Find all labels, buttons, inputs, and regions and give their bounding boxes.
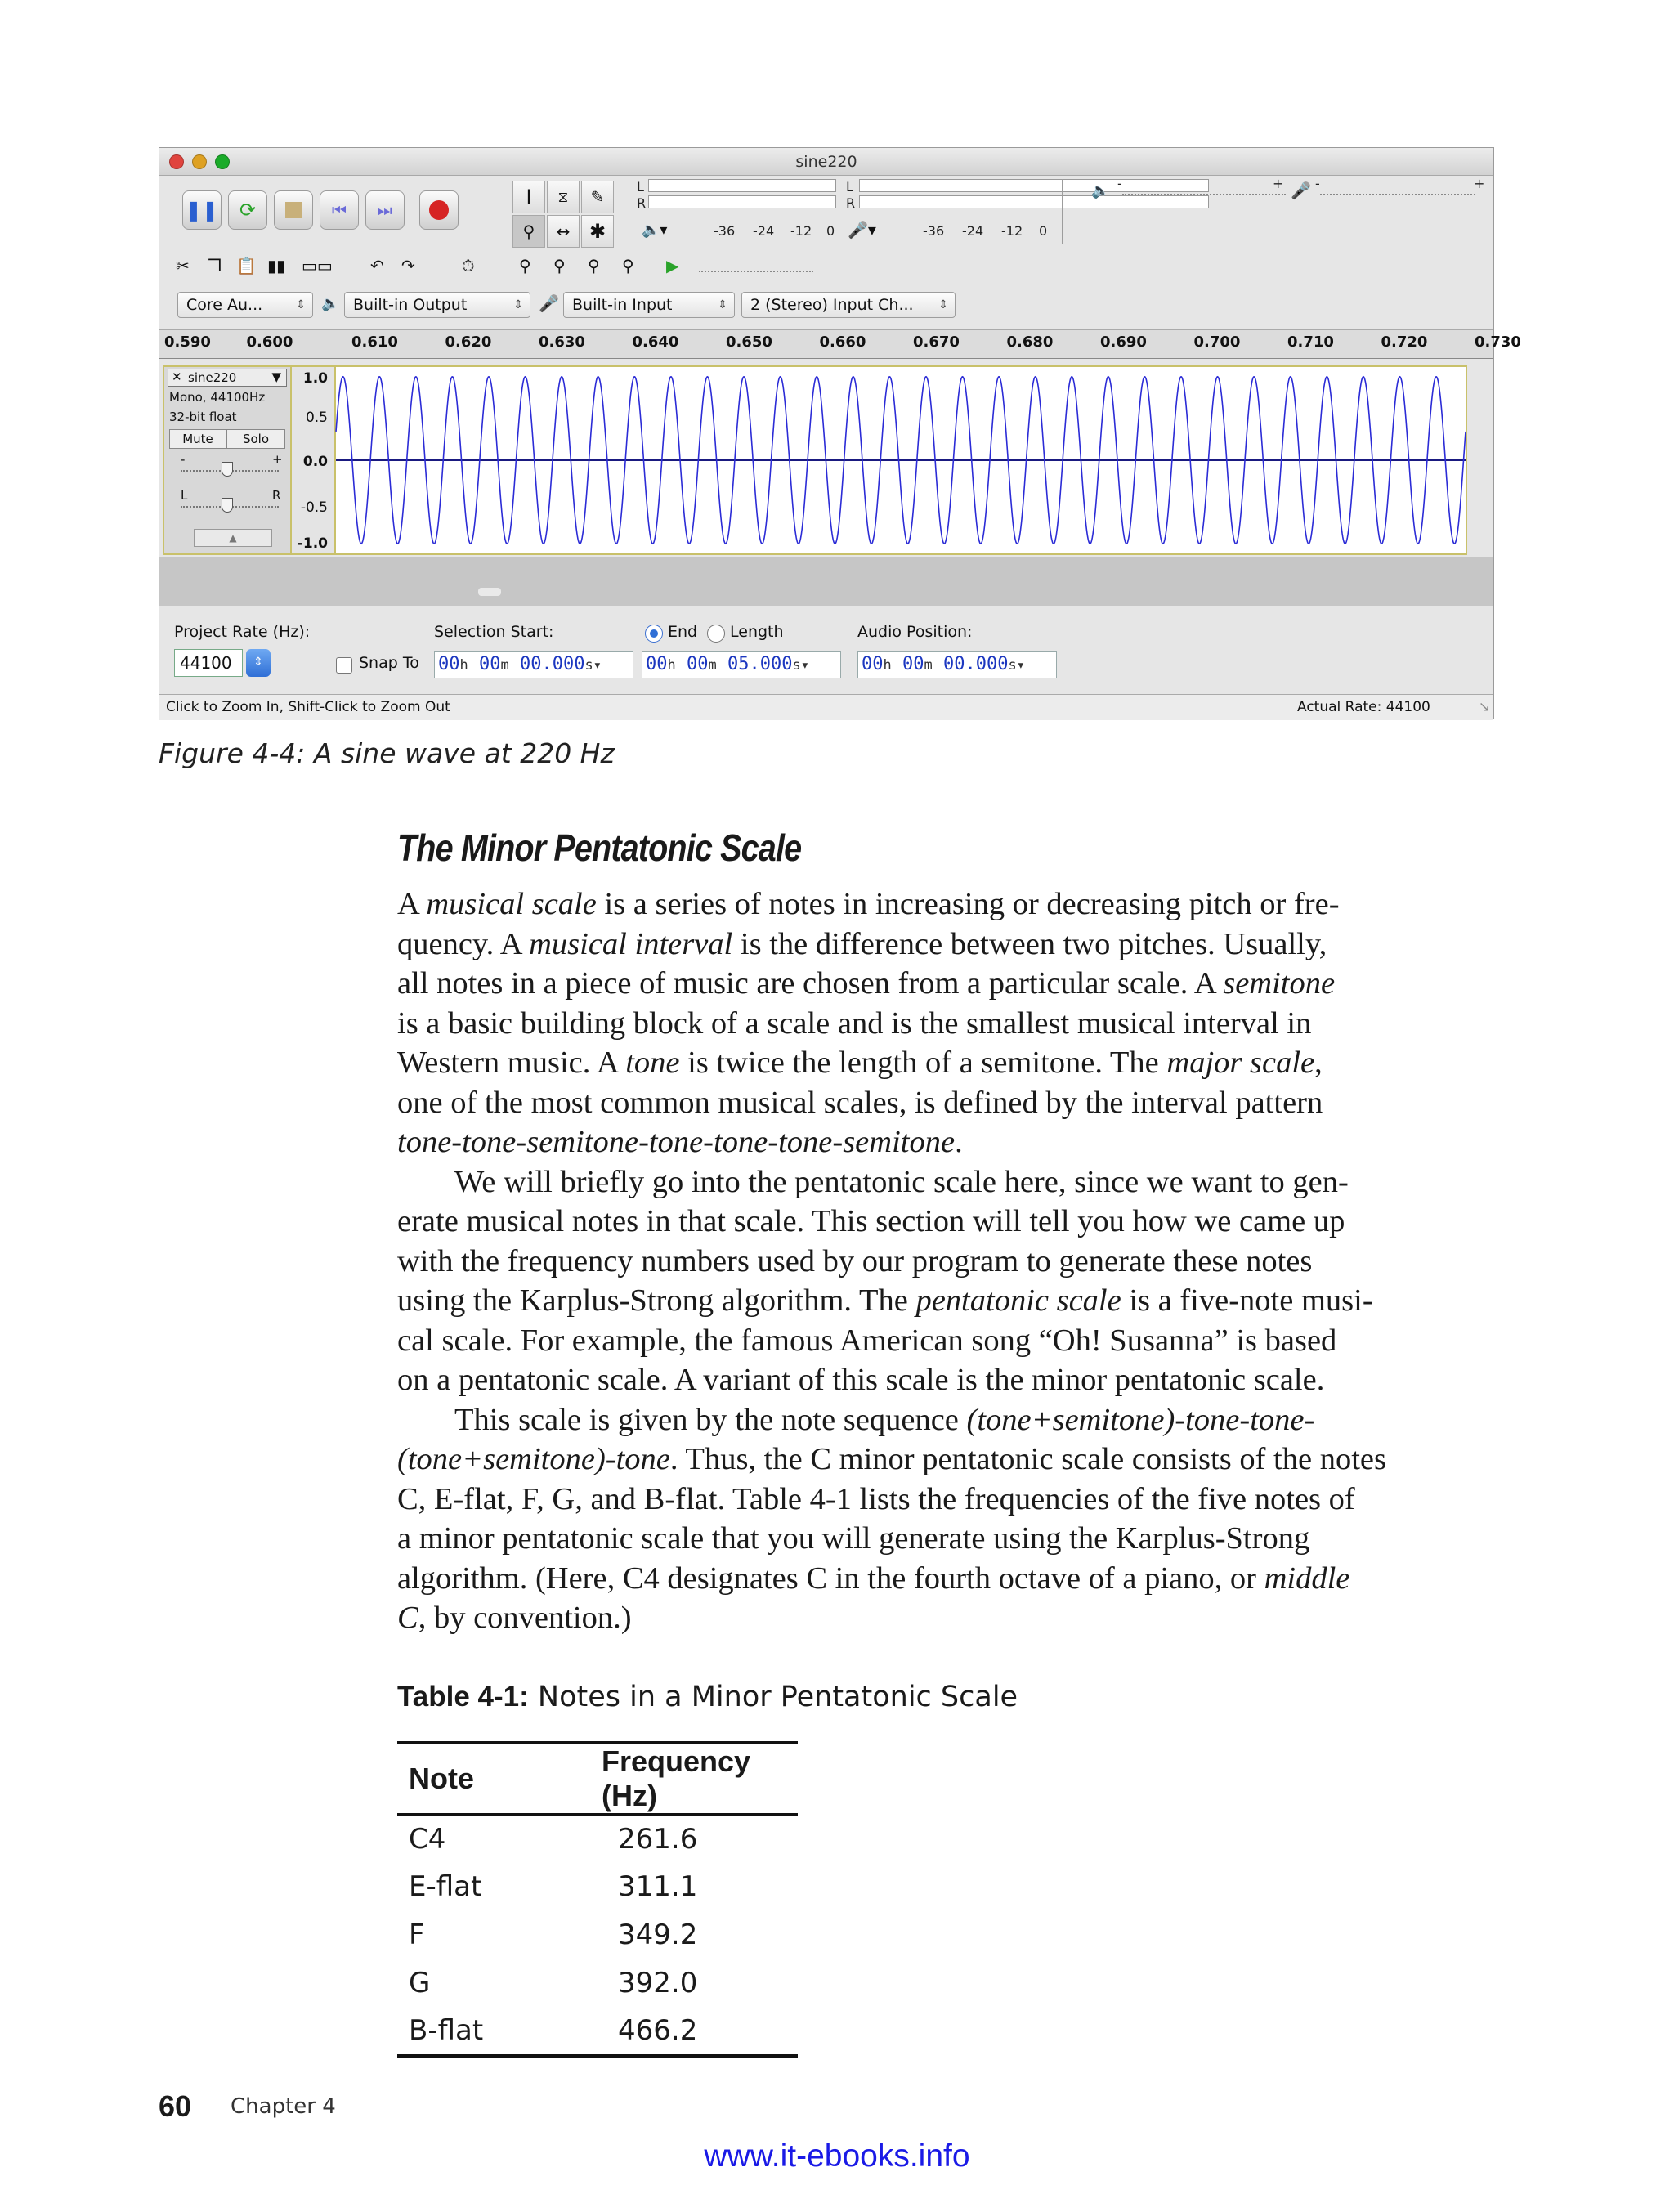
emphasized-term: tone xyxy=(625,1046,680,1080)
copy-icon[interactable]: ❐ xyxy=(207,256,222,275)
text-run: all notes in a piece of music are chosen from a particular scale. A xyxy=(397,966,1224,1001)
text-run: Western music. A xyxy=(397,1046,626,1080)
text-run: algorithm. (Here, C4 designates C in the fourth octave of a piano, or xyxy=(397,1560,1264,1596)
pos-unit-h: h xyxy=(883,657,892,674)
frequency-cell: 466.2 xyxy=(590,2008,798,2056)
text-line xyxy=(397,925,1496,965)
ruler-tick-label: 0.610 xyxy=(351,334,398,351)
table-caption-label: Table 4-1: xyxy=(397,1681,529,1713)
length-radio-label: Length xyxy=(730,623,784,641)
rec-scale-m24: -24 xyxy=(962,223,984,239)
project-rate-input[interactable] xyxy=(174,649,243,677)
chevron-down-icon: ▾ xyxy=(1016,657,1025,674)
fit-project-icon[interactable]: ⚲ xyxy=(622,256,634,275)
pos-seconds: 00.000 xyxy=(943,654,1009,674)
zoom-in-icon[interactable]: ⚲ xyxy=(519,256,531,275)
radio-dot-icon xyxy=(650,629,658,638)
ruler-tick-label: 0.690 xyxy=(1100,334,1147,351)
chevron-updown-icon: ⇕ xyxy=(513,298,523,311)
chevron-down-icon: ▾ xyxy=(593,657,602,674)
text-run: A xyxy=(397,887,427,921)
selection-end-time[interactable] xyxy=(642,651,841,678)
text-line xyxy=(397,1598,1496,1638)
skip-start-icon: ⏮ xyxy=(332,200,347,220)
text-line xyxy=(397,1559,1496,1599)
table-caption-text: Notes in a Minor Pentatonic Scale xyxy=(528,1681,1018,1713)
text-line xyxy=(397,1122,1496,1162)
text-line xyxy=(397,964,1496,1004)
input-volume-slider[interactable] xyxy=(1320,194,1475,195)
play-scale-m36: -36 xyxy=(714,223,736,239)
note-cell: G xyxy=(409,1967,431,1999)
start-unit-h: h xyxy=(459,657,468,674)
play-meter-l-label: L xyxy=(637,179,644,195)
snap-to-label: Snap To xyxy=(359,654,419,672)
text-run: We will briefly go into the pentatonic scale here, since we want to gen- xyxy=(454,1164,1349,1199)
length-radio[interactable] xyxy=(707,625,725,643)
text-run: with the frequency numbers used by our program to generate these notes xyxy=(397,1243,1313,1278)
selection-start-time[interactable] xyxy=(434,651,633,678)
table-row xyxy=(397,1863,798,1911)
output-device-select[interactable] xyxy=(344,292,530,318)
gain-plus-label: + xyxy=(272,452,283,467)
footer-url[interactable]: www.it-ebooks.info xyxy=(704,2138,970,2174)
start-hours: 00 xyxy=(438,654,460,674)
draw-tool[interactable] xyxy=(581,181,614,213)
pencil-icon: ✎ xyxy=(590,187,605,207)
header-note: Note xyxy=(397,1743,590,1815)
project-rate-value: 44100 xyxy=(180,653,232,673)
output-slider-minus: - xyxy=(1117,176,1122,191)
output-slider-plus: + xyxy=(1273,176,1284,191)
track-info-format: 32-bit float xyxy=(169,410,237,424)
start-unit-m: m xyxy=(500,657,509,674)
audio-position-label: Audio Position: xyxy=(857,623,973,641)
snap-to-checkbox[interactable] xyxy=(336,657,352,674)
emphasized-term: musical interval xyxy=(529,926,733,961)
pos-hours: 00 xyxy=(862,654,884,674)
emphasized-term: pentatonic scale xyxy=(915,1283,1121,1318)
empty-track-area[interactable] xyxy=(159,557,1493,606)
emphasized-term: middle xyxy=(1264,1560,1350,1596)
text-run: on a pentatonic scale. A variant of this scale is the minor pentatonic scale. xyxy=(397,1363,1325,1397)
text-line xyxy=(397,1360,1496,1400)
text-run: erate musical notes in that scale. This section will tell you how we came up xyxy=(397,1204,1345,1238)
text-run: This scale is given by the note sequence xyxy=(454,1402,967,1437)
solo-button[interactable]: Solo xyxy=(226,429,285,449)
track-info-rate: Mono, 44100Hz xyxy=(169,390,266,405)
end-radio[interactable] xyxy=(645,625,663,643)
ruler-tick-label: 0.670 xyxy=(913,334,960,351)
speaker-icon[interactable]: 🔈▾ xyxy=(642,222,668,239)
text-run: quency. A xyxy=(397,926,530,961)
note-cell: F xyxy=(409,1919,425,1951)
double-arrow-icon: ↔ xyxy=(556,222,571,241)
table-row xyxy=(397,1815,798,1863)
text-line xyxy=(397,1242,1496,1282)
collapse-track-button[interactable]: ▲ xyxy=(194,529,272,547)
ruler-tick-label: 0.720 xyxy=(1381,334,1428,351)
track-control-panel xyxy=(163,365,292,555)
frequency-cell: 311.1 xyxy=(618,1870,698,1903)
text-run: is twice the length of a semitone. The xyxy=(679,1046,1167,1080)
vscale-label-5: -1.0 xyxy=(297,535,328,552)
page-number: 60 xyxy=(159,2089,192,2123)
end-seconds: 05.000 xyxy=(727,654,793,674)
table-row xyxy=(397,2008,798,2056)
text-line xyxy=(397,1083,1496,1123)
text-run: is a basic building block of a scale and is the smallest musical interval in xyxy=(397,1005,1312,1041)
emphasized-term: semitone xyxy=(1223,966,1336,1001)
asterisk-icon: ✱ xyxy=(589,220,606,243)
play-meter-left[interactable] xyxy=(648,179,836,192)
input-device-value: Built-in Input xyxy=(572,296,673,314)
text-run: , xyxy=(1314,1046,1323,1080)
track-name-menu[interactable]: sine220 xyxy=(188,370,237,385)
note-cell: C4 xyxy=(409,1822,446,1856)
text-line xyxy=(397,1400,1496,1440)
track-resize-handle[interactable] xyxy=(478,588,501,596)
text-run: cal scale. For example, the famous American song “Oh! Susanna” is based xyxy=(397,1323,1337,1358)
text-run: is a five-note musi- xyxy=(1121,1283,1373,1318)
frequency-cell: 349.2 xyxy=(618,1919,698,1951)
text-run: . xyxy=(955,1125,963,1159)
start-unit-s: s xyxy=(584,657,593,674)
input-slider-minus: - xyxy=(1315,176,1320,191)
text-line xyxy=(397,884,1496,925)
text-line xyxy=(397,1162,1496,1202)
play-meter-r-label: R xyxy=(637,195,647,211)
rec-scale-m12: -12 xyxy=(1001,223,1023,239)
ruler-tick-label: 0.700 xyxy=(1193,334,1241,351)
text-run: , by convention.) xyxy=(418,1601,632,1635)
output-volume-icon: 🔈 xyxy=(1091,182,1110,199)
gain-slider-thumb[interactable] xyxy=(222,462,233,477)
track-header xyxy=(168,369,287,387)
ruler-tick-label: 0.590 xyxy=(164,334,211,351)
text-run: using the Karplus-Strong algorithm. The xyxy=(397,1283,916,1318)
rec-scale-m36: -36 xyxy=(923,223,945,239)
audio-position-time[interactable] xyxy=(857,651,1057,678)
play-scale-0: 0 xyxy=(826,223,835,239)
output-volume-slider[interactable] xyxy=(1122,194,1286,195)
zoom-out-icon[interactable]: ⚲ xyxy=(553,256,566,275)
pos-minutes: 00 xyxy=(902,654,924,674)
emphasized-term: musical scale xyxy=(426,887,597,921)
rec-meter-l-label: L xyxy=(846,179,853,195)
close-track-icon[interactable]: ✕ xyxy=(172,369,182,384)
play-scale-m24: -24 xyxy=(753,223,775,239)
end-unit-m: m xyxy=(708,657,717,674)
ruler-tick-label: 0.710 xyxy=(1287,334,1334,351)
play-meter-right[interactable] xyxy=(648,195,836,208)
gain-minus-label: - xyxy=(181,452,186,467)
ruler-tick-label: 0.630 xyxy=(539,334,585,351)
play-button[interactable] xyxy=(228,190,267,230)
pan-slider-thumb[interactable] xyxy=(222,498,233,513)
play-scale-m12: -12 xyxy=(790,223,812,239)
text-line xyxy=(397,1321,1496,1361)
ibeam-icon: I xyxy=(526,186,532,208)
pan-left-label: L xyxy=(181,488,188,503)
rec-scale-0: 0 xyxy=(1039,223,1048,239)
note-cell: B-flat xyxy=(397,2008,590,2056)
note-cell: E-flat xyxy=(409,1870,482,1903)
text-line xyxy=(397,1202,1496,1242)
vscale-label-1: 1.0 xyxy=(302,370,328,387)
input-device-icon: 🎤 xyxy=(539,293,559,313)
microphone-icon[interactable]: 🎤▾ xyxy=(848,220,876,240)
status-hint: Click to Zoom In, Shift-Click to Zoom Out xyxy=(166,699,450,715)
stop-icon xyxy=(275,191,312,229)
vscale-label-2: 0.5 xyxy=(305,410,328,426)
vscale-label-3: 0.0 xyxy=(302,454,328,470)
ruler-tick-label: 0.650 xyxy=(726,334,772,351)
text-run: is a series of notes in increasing or decreasing pitch or fre- xyxy=(596,887,1340,921)
envelope-tool[interactable] xyxy=(547,181,580,213)
status-actual-rate: Actual Rate: 44100 xyxy=(1297,699,1430,715)
start-seconds: 00.000 xyxy=(520,654,585,674)
toolbar-separator xyxy=(1062,179,1063,244)
trim-icon[interactable]: ▮▮ xyxy=(267,256,286,275)
ruler-tick-label: 0.620 xyxy=(445,334,492,351)
stop-button[interactable] xyxy=(274,190,313,230)
input-volume-icon: 🎤 xyxy=(1291,181,1311,200)
input-channels-value: 2 (Stereo) Input Ch... xyxy=(750,296,914,314)
input-channels-select[interactable] xyxy=(741,292,956,318)
pause-icon: ❚❚ xyxy=(185,199,219,222)
text-line xyxy=(397,1519,1496,1559)
mute-button[interactable]: Mute xyxy=(169,429,226,449)
skip-end-button[interactable] xyxy=(365,190,405,230)
magnifier-icon: ⚲ xyxy=(522,222,535,241)
text-line xyxy=(397,1440,1496,1480)
emphasized-term: (tone+semitone)-tone xyxy=(397,1442,670,1476)
text-line xyxy=(397,1281,1496,1321)
table-caption xyxy=(397,1681,1018,1713)
project-rate-stepper[interactable]: ⇕ xyxy=(246,649,271,677)
ruler-tick-label: 0.660 xyxy=(819,334,866,351)
selection-tool[interactable] xyxy=(512,181,545,213)
body-text xyxy=(397,884,1496,1638)
text-line xyxy=(397,1043,1496,1083)
text-line xyxy=(397,1480,1496,1520)
rec-meter-left[interactable] xyxy=(859,179,1209,192)
audacity-screenshot xyxy=(159,147,1521,719)
paste-icon[interactable]: 📋 xyxy=(236,256,257,275)
section-heading: The Minor Pentatonic Scale xyxy=(397,826,802,869)
header-frequency: Frequency (Hz) xyxy=(590,1743,798,1815)
text-run: one of the most common musical scales, is defined by the interval pattern xyxy=(397,1085,1323,1120)
vertical-amplitude-scale[interactable] xyxy=(292,365,334,555)
project-rate-label: Project Rate (Hz): xyxy=(174,623,311,641)
pos-unit-s: s xyxy=(1008,657,1017,674)
text-run: . Thus, the C minor pentatonic scale consists of the notes xyxy=(669,1442,1386,1476)
end-hours: 00 xyxy=(646,654,668,674)
text-run: C, E-flat, F, G, and B-flat. Table 4-1 lists the frequencies of the five notes of xyxy=(397,1481,1355,1516)
chevron-updown-icon: ⇕ xyxy=(718,298,727,311)
chevron-updown-icon: ⇕ xyxy=(296,298,306,311)
ruler-tick-label: 0.680 xyxy=(1006,334,1054,351)
text-run: a minor pentatonic scale that you will generate using the Karplus-Strong xyxy=(397,1521,1310,1556)
text-run: is the difference between two pitches. Usually, xyxy=(732,926,1327,961)
figure-caption: Figure 4-4: A sine wave at 220 Hz xyxy=(159,737,615,769)
loop-play-icon: ⟳ xyxy=(239,199,257,222)
emphasized-term: tone-tone-semitone-tone-tone-tone-semitone xyxy=(397,1125,956,1159)
end-minutes: 00 xyxy=(687,654,709,674)
table-row xyxy=(397,1959,798,2008)
selection-start-label: Selection Start: xyxy=(434,623,554,641)
table-header-row xyxy=(397,1743,798,1815)
window-title: sine220 xyxy=(795,153,857,171)
skip-end-icon: ⏭ xyxy=(378,200,392,220)
play-speed-slider[interactable] xyxy=(699,271,813,272)
envelope-icon: ⧖ xyxy=(557,188,569,206)
start-minutes: 00 xyxy=(479,654,501,674)
cut-icon[interactable]: ✂ xyxy=(176,256,190,275)
timeline-ruler[interactable] xyxy=(159,329,1521,359)
frequency-cell: 261.6 xyxy=(618,1822,698,1856)
pause-button[interactable] xyxy=(182,190,222,230)
record-button[interactable] xyxy=(419,190,459,230)
sync-lock-icon[interactable]: ⏱ xyxy=(462,256,475,275)
multi-tool[interactable] xyxy=(581,215,614,248)
ruler-tick-label: 0.600 xyxy=(246,334,293,351)
notes-table xyxy=(397,1741,798,2058)
frequency-cell: 392.0 xyxy=(618,1967,698,1999)
waveform-display[interactable] xyxy=(334,365,1467,555)
pos-unit-m: m xyxy=(924,657,933,674)
fit-selection-icon[interactable]: ⚲ xyxy=(588,256,600,275)
emphasized-term: (tone+semitone)-tone-tone- xyxy=(966,1402,1315,1437)
output-device-value: Built-in Output xyxy=(353,296,468,314)
emphasized-term: C xyxy=(397,1601,418,1635)
text-line xyxy=(397,1004,1496,1044)
chevron-down-icon: ▾ xyxy=(800,657,809,674)
window-titlebar xyxy=(159,148,1493,176)
record-icon xyxy=(420,191,458,229)
selection-toolbar xyxy=(159,616,1493,694)
skip-start-button[interactable] xyxy=(320,190,359,230)
emphasized-term: major scale xyxy=(1166,1046,1315,1080)
play-at-speed-icon[interactable]: ▶ xyxy=(666,256,679,275)
chevron-updown-icon: ⇕ xyxy=(938,298,948,311)
host-select[interactable] xyxy=(177,292,313,318)
host-value: Core Au... xyxy=(186,296,263,314)
chapter-label: Chapter 4 xyxy=(231,2094,336,2119)
rec-meter-r-label: R xyxy=(846,195,856,211)
ruler-tick-label: 0.640 xyxy=(632,334,679,351)
end-unit-h: h xyxy=(667,657,676,674)
zoom-tool[interactable] xyxy=(512,215,545,248)
silence-icon[interactable]: ▭▭ xyxy=(302,256,333,275)
status-bar xyxy=(159,694,1493,720)
undo-icon[interactable]: ↶ xyxy=(370,256,384,275)
redo-icon[interactable]: ↷ xyxy=(401,256,415,275)
rec-meter-right[interactable] xyxy=(859,195,1209,208)
end-radio-label: End xyxy=(668,623,698,641)
output-device-icon: 🔈 xyxy=(321,295,340,312)
vscale-label-4: -0.5 xyxy=(300,499,328,516)
timeshift-tool[interactable] xyxy=(547,215,580,248)
resize-grip-icon[interactable]: ↘ xyxy=(1478,699,1490,715)
end-unit-s: s xyxy=(792,657,801,674)
pan-right-label: R xyxy=(272,488,281,503)
input-device-select[interactable] xyxy=(563,292,735,318)
track-menu-arrow-icon[interactable]: ▼ xyxy=(271,369,281,384)
ruler-tick-label: 0.730 xyxy=(1475,334,1521,351)
input-slider-plus: + xyxy=(1474,176,1485,191)
table-row xyxy=(397,1911,798,1959)
